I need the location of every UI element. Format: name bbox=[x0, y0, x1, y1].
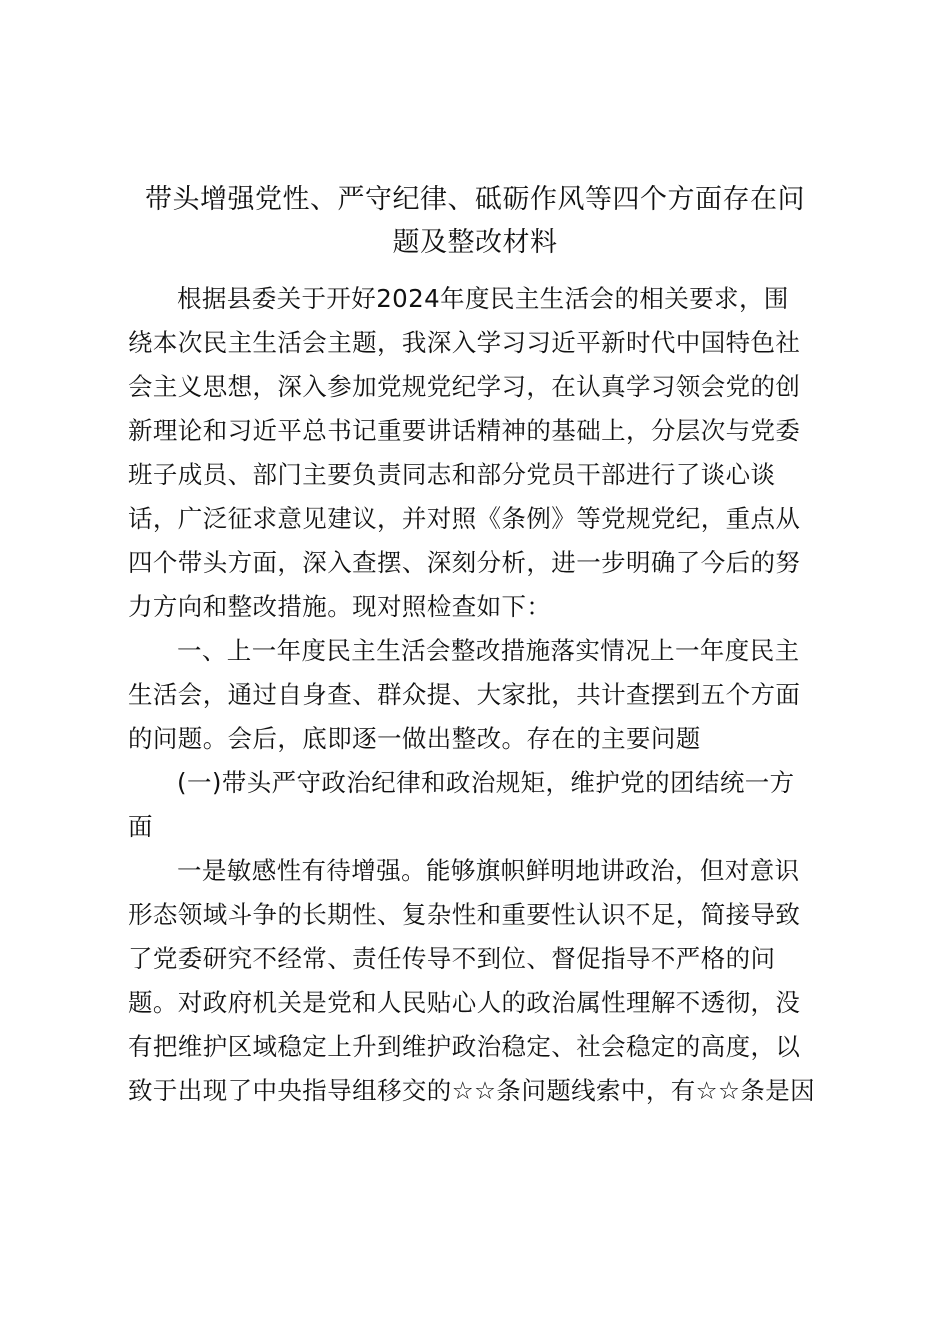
paragraph-line: 绕本次民主生活会主题，我深入学习习近平新时代中国特色社 bbox=[128, 328, 801, 357]
paragraph-line: 生活会，通过自身查、群众提、大家批，共计查摆到五个方面 bbox=[128, 680, 801, 709]
paragraph-line: 一、上一年度民主生活会整改措施落实情况上一年度民主 bbox=[177, 636, 800, 665]
paragraph-line: 四个带头方面，深入查摆、深刻分析，进一步明确了今后的努 bbox=[128, 548, 801, 577]
paragraph-line: 致于出现了中央指导组移交的☆☆条问题线索中，有☆☆条是因 bbox=[128, 1076, 816, 1105]
document-title bbox=[110, 178, 840, 264]
paragraph-line: 力方向和整改措施。现对照检查如下： bbox=[128, 592, 552, 621]
paragraph-line: 一是敏感性有待增强。能够旗帜鲜明地讲政治，但对意识 bbox=[177, 856, 800, 885]
paragraph-line: 话，广泛征求意见建议，并对照《条例》等党规党纪，重点从 bbox=[128, 504, 801, 533]
paragraph-line: 了党委研究不经常、责任传导不到位、督促指导不严格的问 bbox=[128, 944, 776, 973]
paragraph-line: 题。对政府机关是党和人民贴心人的政治属性理解不透彻，没 bbox=[128, 988, 801, 1017]
paragraph-line: 的问题。会后，底即逐一做出整改。存在的主要问题 bbox=[128, 724, 701, 753]
section-heading: 面 bbox=[128, 812, 153, 841]
section-heading: (一)带头严守政治纪律和政治规矩，维护党的团结统一方 bbox=[177, 768, 795, 797]
paragraph-line: 有把维护区域稳定上升到维护政治稳定、社会稳定的高度，以 bbox=[128, 1032, 801, 1061]
title-line: 题及整改材料 bbox=[392, 227, 558, 258]
paragraph-line: 班子成员、部门主要负责同志和部分党员干部进行了谈心谈 bbox=[128, 460, 776, 489]
paragraph-line: 新理论和习近平总书记重要讲话精神的基础上，分层次与党委 bbox=[128, 416, 801, 445]
paragraph-line: 形态领域斗争的长期性、复杂性和重要性认识不足，简接导致 bbox=[128, 900, 801, 929]
paragraph-line: 会主义思想，深入参加党规党纪学习，在认真学习领会党的创 bbox=[128, 372, 801, 401]
paragraph-line: 根据县委关于开好2024年度民主生活会的相关要求，围 bbox=[177, 284, 789, 313]
document-body bbox=[128, 277, 828, 1113]
title-line: 带头增强党性、严守纪律、砥砺作风等四个方面存在问 bbox=[145, 184, 805, 215]
